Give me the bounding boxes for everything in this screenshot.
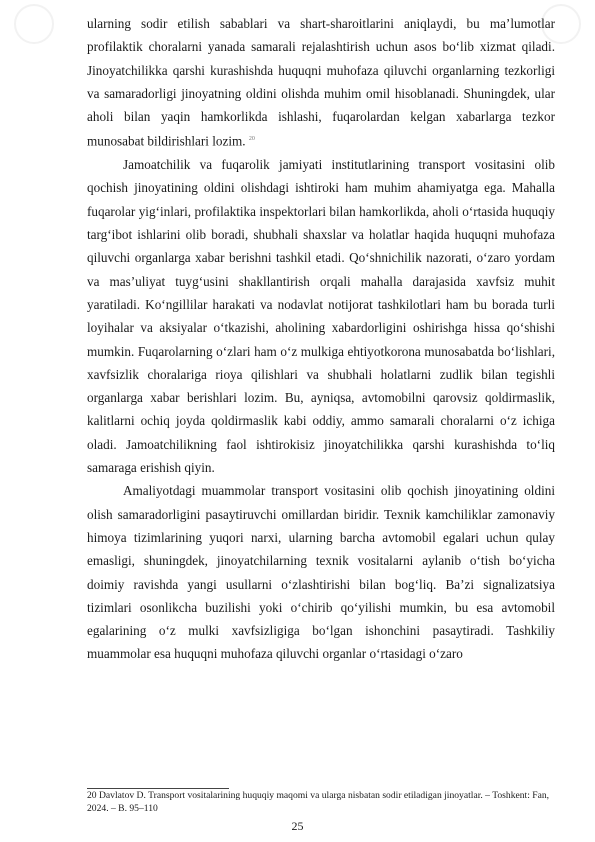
paragraph-3: Amaliyotdagi muammolar transport vositasini olib qochish jinoyatining oldini olish samaradorligini pasaytiruvchi omillardan biridir. Texnik kamchiliklar zamonaviy himoya tizimlarining yuqori narxi, ularning barcha avtomobil egalari uchun qulay emasligi, shuningdek, jinoyatchilarning texnik vositalarni aylanib o‘tish bo‘yicha doimiy ravishda yangi usullarni o‘zlashtirishi bilan bog‘liq. Ba’zi signalizatsiya tizimlari osonlikcha buzilishi yoki o‘chirib qo‘yilishi mumkin, bu esa avtomobil egalarining o‘z mulki xavfsizligiga bo‘lgan ishonchini pasaytiradi. Tashkiliy muammolar esa huquqni muhofaza qiluvchi organlar o‘rtasidagi o‘zaro [87,483,555,662]
paragraph-2: Jamoatchilik va fuqarolik jamiyati institutlarining transport vositasini olib qochish jinoyatining oldini olishdagi ishtiroki ham muhim ahamiyatga ega. Mahalla fuqarolar yig‘inlari, profilaktika inspektorlari bilan hamkorlikda, aholi o‘rtasida huquqiy targ‘ibot ishlarini olib boradi, shubhali shaxslar va holatlar haqida huquqni muhofaza qiluvchi organlarga xabar berishni tashkil etadi. Qo‘shnichilik nazorati, o‘zaro yordam va mas’uliyat tuyg‘usini shakllantirish orqali mahalla darajasida xavfsiz muhit yaratiladi. Ko‘ngillilar harakati va nodavlat notijorat tashkilotlari ham bu borada turli loyihalar va aksiyalar o‘tkazishi, aholining xabardorligini oshirishga hissa qo‘shishi mumkin. Fuqarolarning o‘zlari ham o‘z mulkiga ehtiyotkorona munosabatda bo‘lishlari, xavfsizlik choralariga rioya qilishlari va shubhali holatlarni zudlik bilan tegishli organlarga xabar berishlari lozim. Bu, ayniqsa, avtomobilni qarovsiz qoldirmaslik, kalitlarni ochiq joyda qoldirmaslik kabi oddiy, ammo samarali choralarni o‘z ichiga oladi. Jamoatchilikning faol ishtirokisiz jinoyatchilikka qarshi kurashishda to‘liq samaraga erishish qiyin. [87,157,555,476]
paragraph-1-text: ularning sodir etilish sabablari va shart-sharoitlarini aniqlaydi, bu ma’lumotlar profilaktik choralarni yanada samarali rejalashtirish uchun asos bo‘lib xizmat qiladi. Jinoyatchilikka qarshi kurashishda huquqni muhofaza qiluvchi organlarning tezkorligi va samaradorligi jinoyatning oldini olishda muhim omil hisoblanadi. Shuningdek, ular aholi bilan yaqin hamkorlikda ishlashi, fuqarolardan kelgan xabarlarga tezkor munosabat bildirishlari lozim. [87,16,555,149]
watermark-left [14,4,54,44]
footnote: 20 Davlatov D. Transport vositalarining huquqiy maqomi va ularga nisbatan sodir etiladigan jinoyatlar. – Toshkent: Fan, 2024. – B. 95–110 [87,790,550,814]
footnote-ref: 20 [248,136,255,143]
footnote-separator [87,788,229,789]
body-text [87,12,555,666]
paragraph-1 [87,12,555,153]
page-number: 25 [291,819,304,833]
